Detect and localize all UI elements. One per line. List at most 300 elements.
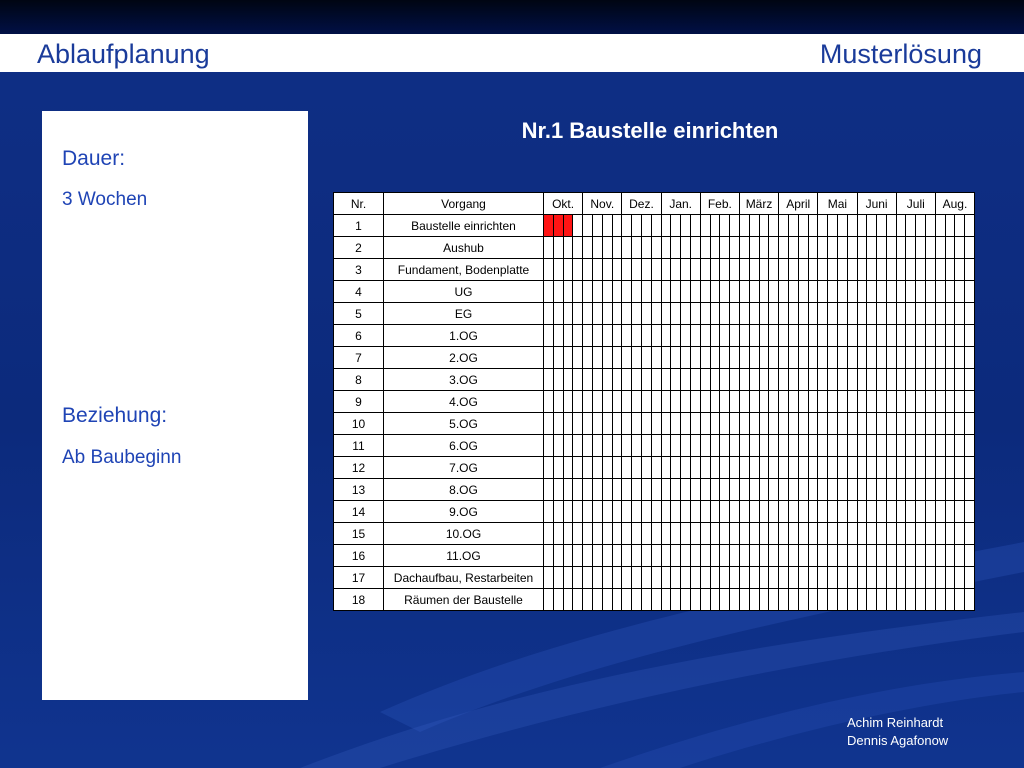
week-cell: [788, 347, 798, 369]
week-cell: [779, 501, 789, 523]
week-cell: [769, 589, 779, 611]
week-cell: [544, 347, 554, 369]
table-row: [334, 479, 975, 501]
task-name: 8.OG: [384, 479, 544, 501]
week-cell: [759, 589, 769, 611]
week-cell: [886, 347, 896, 369]
table-row: [334, 391, 975, 413]
week-cell: [710, 325, 720, 347]
week-cell: [671, 347, 681, 369]
week-cell: [661, 523, 671, 545]
week-cell: [769, 347, 779, 369]
week-cell: [828, 545, 838, 567]
week-cell: [671, 589, 681, 611]
week-cell: [769, 391, 779, 413]
week-cell: [651, 567, 661, 589]
week-cell: [583, 435, 593, 457]
week-cell: [779, 215, 789, 237]
month-header: April: [779, 193, 818, 215]
week-cell: [641, 303, 651, 325]
week-cell: [788, 369, 798, 391]
task-name: UG: [384, 281, 544, 303]
week-cell: [788, 413, 798, 435]
week-cell: [945, 281, 955, 303]
week-cell: [788, 237, 798, 259]
week-cell: [573, 589, 583, 611]
week-cell: [700, 567, 710, 589]
week-cell: [661, 413, 671, 435]
week-cell: [798, 523, 808, 545]
week-cell: [700, 237, 710, 259]
week-cell: [857, 567, 867, 589]
task-name: 1.OG: [384, 325, 544, 347]
week-cell: [818, 347, 828, 369]
week-cell: [720, 325, 730, 347]
week-cell: [945, 325, 955, 347]
week-cell: [828, 237, 838, 259]
week-cell: [769, 523, 779, 545]
week-cell: [749, 281, 759, 303]
week-cell: [661, 281, 671, 303]
week-cell: [583, 501, 593, 523]
week-cell: [906, 325, 916, 347]
week-cell: [573, 303, 583, 325]
week-cell: [544, 369, 554, 391]
week-cell: [544, 259, 554, 281]
week-cell: [544, 589, 554, 611]
week-cell: [681, 325, 691, 347]
week-cell: [857, 259, 867, 281]
week-cell: [847, 215, 857, 237]
week-cell: [681, 545, 691, 567]
week-cell: [739, 457, 749, 479]
week-cell: [818, 281, 828, 303]
week-cell: [612, 545, 622, 567]
info-panel: [42, 111, 308, 700]
table-row: [334, 457, 975, 479]
week-cell: [808, 501, 818, 523]
week-cell: [671, 501, 681, 523]
week-cell: [651, 325, 661, 347]
week-cell: [828, 281, 838, 303]
week-cell: [779, 589, 789, 611]
week-cell: [563, 545, 573, 567]
week-cell: [651, 457, 661, 479]
week-cell: [926, 545, 936, 567]
week-cell: [573, 391, 583, 413]
week-cell: [602, 303, 612, 325]
week-cell: [828, 523, 838, 545]
week-cell: [690, 259, 700, 281]
week-cell: [926, 435, 936, 457]
week-cell: [671, 567, 681, 589]
week-cell: [906, 479, 916, 501]
week-cell: [700, 215, 710, 237]
gantt-header-row: [334, 193, 975, 215]
week-cell: [730, 589, 740, 611]
week-cell: [916, 281, 926, 303]
week-cell: [935, 303, 945, 325]
week-cell: [730, 523, 740, 545]
week-cell: [867, 281, 877, 303]
week-cell: [730, 347, 740, 369]
week-cell: [886, 237, 896, 259]
week-cell: [945, 413, 955, 435]
column-header-nr: Nr.: [334, 193, 384, 215]
week-cell: [641, 413, 651, 435]
task-name: 7.OG: [384, 457, 544, 479]
week-cell: [553, 347, 563, 369]
week-cell: [690, 479, 700, 501]
week-cell: [681, 347, 691, 369]
week-cell: [720, 501, 730, 523]
week-cell: [788, 281, 798, 303]
week-cell: [916, 479, 926, 501]
week-cell: [945, 391, 955, 413]
week-cell: [690, 567, 700, 589]
week-cell: [739, 413, 749, 435]
week-cell: [661, 259, 671, 281]
week-cell: [573, 325, 583, 347]
week-cell: [612, 325, 622, 347]
week-cell: [965, 501, 975, 523]
week-cell: [906, 567, 916, 589]
week-cell: [651, 479, 661, 501]
week-cell: [661, 501, 671, 523]
week-cell: [573, 545, 583, 567]
week-cell: [837, 479, 847, 501]
week-cell: [955, 457, 965, 479]
week-cell: [651, 501, 661, 523]
week-cell: [739, 523, 749, 545]
week-cell: [788, 303, 798, 325]
week-cell: [739, 325, 749, 347]
week-cell: [779, 303, 789, 325]
week-cell: [720, 479, 730, 501]
week-cell: [573, 523, 583, 545]
week-cell: [847, 523, 857, 545]
week-cell: [602, 325, 612, 347]
week-cell: [926, 523, 936, 545]
week-cell: [818, 523, 828, 545]
task-name: 4.OG: [384, 391, 544, 413]
week-cell: [759, 545, 769, 567]
week-cell: [671, 259, 681, 281]
week-cell: [896, 391, 906, 413]
week-cell: [818, 325, 828, 347]
week-cell: [857, 369, 867, 391]
week-cell: [857, 523, 867, 545]
week-cell: [641, 523, 651, 545]
week-cell: [690, 237, 700, 259]
week-cell: [867, 303, 877, 325]
week-cell: [583, 237, 593, 259]
week-cell: [798, 545, 808, 567]
week-cell: [808, 457, 818, 479]
week-cell: [788, 523, 798, 545]
month-header: Juli: [896, 193, 935, 215]
week-cell: [857, 545, 867, 567]
week-cell: [602, 501, 612, 523]
week-cell: [592, 567, 602, 589]
row-number: 13: [334, 479, 384, 501]
week-cell: [661, 457, 671, 479]
week-cell: [779, 523, 789, 545]
week-cell: [622, 457, 632, 479]
week-cell: [828, 413, 838, 435]
week-cell: [945, 347, 955, 369]
week-cell: [896, 457, 906, 479]
week-cell: [769, 457, 779, 479]
task-name: Fundament, Bodenplatte: [384, 259, 544, 281]
week-cell: [916, 259, 926, 281]
week-cell: [886, 259, 896, 281]
table-row: [334, 369, 975, 391]
week-cell: [612, 215, 622, 237]
week-cell: [759, 435, 769, 457]
week-cell: [592, 545, 602, 567]
week-cell: [592, 457, 602, 479]
week-cell: [926, 281, 936, 303]
week-cell: [632, 435, 642, 457]
week-cell: [710, 281, 720, 303]
week-cell: [632, 281, 642, 303]
week-cell: [935, 281, 945, 303]
week-cell: [544, 303, 554, 325]
week-cell: [857, 435, 867, 457]
week-cell: [612, 369, 622, 391]
week-cell: [553, 479, 563, 501]
week-cell: [681, 435, 691, 457]
week-cell: [808, 545, 818, 567]
week-cell: [592, 523, 602, 545]
week-cell: [739, 281, 749, 303]
week-cell: [641, 325, 651, 347]
week-cell: [544, 479, 554, 501]
week-cell: [641, 369, 651, 391]
week-cell: [828, 567, 838, 589]
week-cell: [720, 589, 730, 611]
week-cell: [906, 391, 916, 413]
week-cell: [671, 413, 681, 435]
week-cell: [612, 391, 622, 413]
week-cell: [759, 347, 769, 369]
week-cell: [955, 325, 965, 347]
week-cell: [573, 501, 583, 523]
week-cell: [965, 325, 975, 347]
week-cell: [945, 259, 955, 281]
week-cell: [553, 435, 563, 457]
week-cell: [769, 435, 779, 457]
week-cell: [563, 589, 573, 611]
week-cell: [622, 435, 632, 457]
week-cell: [828, 259, 838, 281]
week-cell: [798, 457, 808, 479]
week-cell: [553, 501, 563, 523]
week-cell: [632, 215, 642, 237]
week-cell: [553, 589, 563, 611]
week-cell: [700, 281, 710, 303]
week-cell: [926, 501, 936, 523]
week-cell: [690, 281, 700, 303]
week-cell: [739, 567, 749, 589]
week-cell: [730, 567, 740, 589]
row-number: 18: [334, 589, 384, 611]
week-cell: [661, 567, 671, 589]
week-cell: [916, 567, 926, 589]
week-cell: [837, 215, 847, 237]
week-cell: [671, 545, 681, 567]
week-cell: [681, 215, 691, 237]
week-cell: [710, 501, 720, 523]
week-cell: [602, 413, 612, 435]
week-cell: [798, 347, 808, 369]
week-cell: [896, 435, 906, 457]
week-cell: [661, 347, 671, 369]
week-cell: [730, 391, 740, 413]
week-cell: [710, 435, 720, 457]
week-cell: [896, 589, 906, 611]
week-cell: [788, 259, 798, 281]
week-cell: [690, 589, 700, 611]
week-cell: [779, 259, 789, 281]
task-name: 6.OG: [384, 435, 544, 457]
week-cell: [602, 479, 612, 501]
week-cell: [877, 303, 887, 325]
week-cell: [896, 215, 906, 237]
week-cell: [847, 545, 857, 567]
week-cell: [896, 325, 906, 347]
week-cell: [720, 435, 730, 457]
week-cell: [690, 435, 700, 457]
week-cell: [808, 435, 818, 457]
week-cell: [828, 391, 838, 413]
week-cell: [671, 281, 681, 303]
week-cell: [583, 479, 593, 501]
table-row: [334, 589, 975, 611]
week-cell: [916, 435, 926, 457]
week-cell: [563, 479, 573, 501]
week-cell: [632, 567, 642, 589]
week-cell: [641, 215, 651, 237]
week-cell: [749, 259, 759, 281]
relation-value: Ab Baubeginn: [62, 447, 182, 468]
week-cell: [681, 501, 691, 523]
week-cell: [828, 325, 838, 347]
week-cell: [935, 479, 945, 501]
week-cell: [857, 325, 867, 347]
week-cell: [955, 281, 965, 303]
month-header: Dez.: [622, 193, 661, 215]
week-cell: [916, 545, 926, 567]
week-cell: [837, 325, 847, 347]
week-cell: [563, 369, 573, 391]
week-cell: [710, 237, 720, 259]
week-cell: [700, 589, 710, 611]
week-cell: [622, 369, 632, 391]
week-cell: [955, 501, 965, 523]
week-cell: [661, 237, 671, 259]
week-cell: [808, 479, 818, 501]
week-cell: [583, 523, 593, 545]
week-cell: [837, 413, 847, 435]
week-cell: [632, 369, 642, 391]
week-cell: [681, 391, 691, 413]
week-cell: [681, 523, 691, 545]
week-cell: [837, 237, 847, 259]
row-number: 7: [334, 347, 384, 369]
week-cell: [602, 237, 612, 259]
week-cell: [837, 281, 847, 303]
table-row: [334, 435, 975, 457]
week-cell: [779, 413, 789, 435]
week-cell: [602, 259, 612, 281]
week-cell: [945, 369, 955, 391]
week-cell: [906, 589, 916, 611]
week-cell: [592, 215, 602, 237]
week-cell: [681, 369, 691, 391]
week-cell: [867, 369, 877, 391]
week-cell: [818, 391, 828, 413]
week-cell: [700, 369, 710, 391]
week-cell: [935, 391, 945, 413]
week-cell: [641, 391, 651, 413]
week-cell: [798, 567, 808, 589]
week-cell: [612, 259, 622, 281]
week-cell: [945, 215, 955, 237]
task-name: 2.OG: [384, 347, 544, 369]
week-cell: [622, 325, 632, 347]
week-cell: [592, 589, 602, 611]
week-cell: [622, 567, 632, 589]
week-cell: [896, 347, 906, 369]
week-cell: [563, 457, 573, 479]
week-cell: [739, 545, 749, 567]
week-cell: [681, 237, 691, 259]
week-cell: [769, 325, 779, 347]
week-cell: [877, 281, 887, 303]
week-cell: [612, 413, 622, 435]
week-cell: [710, 479, 720, 501]
week-cell: [720, 523, 730, 545]
week-cell: [847, 237, 857, 259]
week-cell: [739, 391, 749, 413]
week-cell: [808, 259, 818, 281]
week-cell: [837, 391, 847, 413]
week-cell: [622, 303, 632, 325]
week-cell: [700, 501, 710, 523]
week-cell: [592, 237, 602, 259]
week-cell: [896, 523, 906, 545]
week-cell: [681, 413, 691, 435]
week-cell: [955, 413, 965, 435]
row-number: 17: [334, 567, 384, 589]
table-row: [334, 523, 975, 545]
week-cell: [788, 545, 798, 567]
week-cell: [583, 325, 593, 347]
week-cell: [955, 435, 965, 457]
week-cell: [926, 589, 936, 611]
week-cell: [700, 259, 710, 281]
week-cell: [544, 457, 554, 479]
week-cell: [759, 457, 769, 479]
week-cell: [818, 589, 828, 611]
week-cell: [808, 589, 818, 611]
week-cell: [739, 369, 749, 391]
week-cell: [671, 391, 681, 413]
week-cell: [867, 391, 877, 413]
week-cell: [867, 545, 877, 567]
